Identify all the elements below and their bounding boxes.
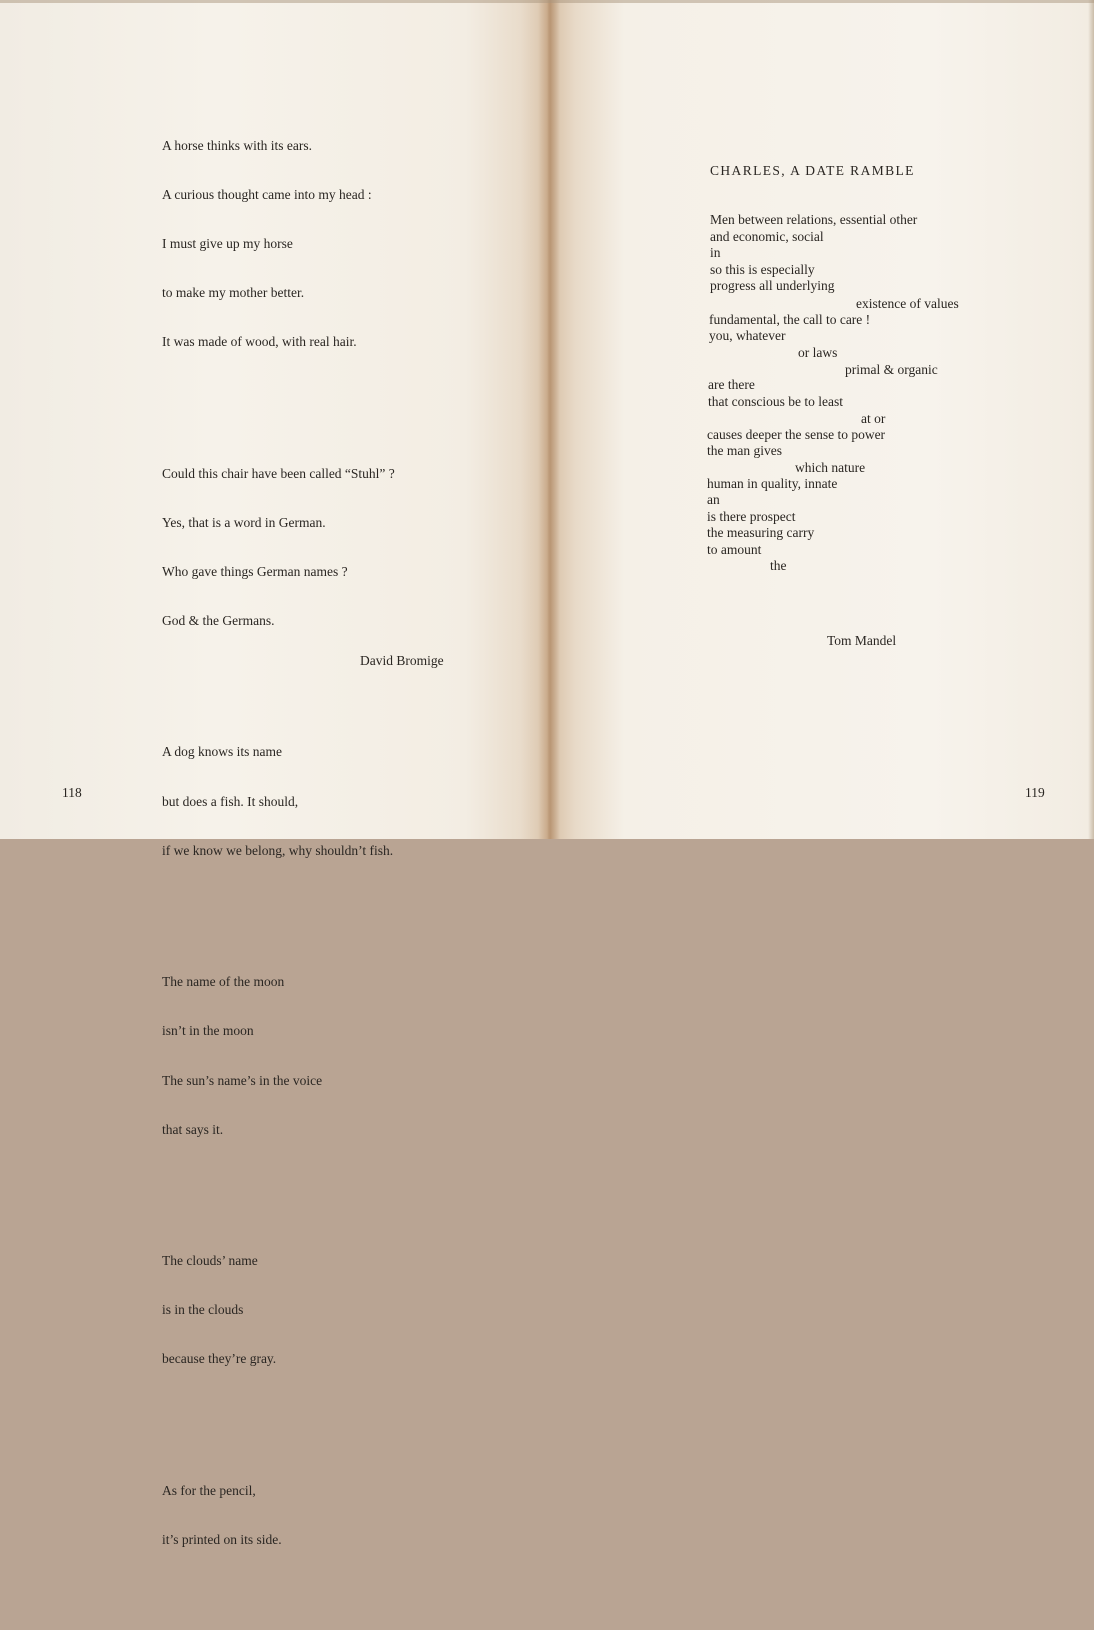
poem-line: The name of the moon <box>162 974 285 990</box>
author-name: David Bromige <box>360 653 444 668</box>
poem-line: A dog knows its name <box>162 744 282 760</box>
poem-line: God & the Germans. <box>162 613 275 629</box>
poem-line: I must give up my horse <box>162 236 293 252</box>
page-number: 119 <box>1025 785 1045 800</box>
author-name: Tom Mandel <box>827 633 897 648</box>
poem-stanza <box>162 433 395 663</box>
poem-stanza <box>162 712 395 892</box>
poem-line: to make my mother better. <box>162 285 305 301</box>
poem-line: or laws <box>798 345 838 360</box>
poem-line: A horse thinks with its ears. <box>162 137 312 153</box>
poem-line: isn’t in the moon <box>162 1023 254 1039</box>
poem-line: the <box>770 558 787 573</box>
poem-line: human in quality, innate <box>707 476 838 491</box>
poem-line: that conscious be to least <box>708 394 843 409</box>
poem-stanza <box>162 1220 395 1400</box>
poem-line: It was made of wood, with real hair. <box>162 334 357 350</box>
poem-line: progress all underlying <box>710 278 835 293</box>
poem-stanza <box>162 941 395 1171</box>
right-page <box>548 0 1094 839</box>
poem-line: if we know we belong, why shouldn’t fish. <box>162 842 394 858</box>
poem-line: which nature <box>795 460 866 475</box>
poem-stanza <box>162 105 395 384</box>
book-gutter <box>538 0 560 839</box>
poem-line: so this is especially <box>710 262 815 277</box>
poem-line: in <box>710 245 721 260</box>
poem-line: A curious thought came into my head : <box>162 186 372 202</box>
left-page <box>0 0 548 1547</box>
poem-line: it’s printed on its side. <box>162 1531 282 1547</box>
page-number: 118 <box>62 785 82 800</box>
poem-line: The clouds’ name <box>162 1252 258 1268</box>
poem-line: but does a fish. It should, <box>162 793 299 809</box>
poem-line: fundamental, the call to care ! <box>709 312 871 327</box>
page-edge <box>0 0 1094 3</box>
left-poem <box>162 72 395 1630</box>
poem-line: Men between relations, essential other <box>710 212 918 227</box>
poem-line: and economic, social <box>710 229 824 244</box>
poem-line: existence of values <box>856 296 959 311</box>
poem-line: is there prospect <box>707 509 796 524</box>
poem-title: CHARLES, A DATE RAMBLE <box>710 163 915 178</box>
poem-line: to amount <box>707 542 762 557</box>
poem-line: the man gives <box>707 443 782 458</box>
page-edge <box>1088 0 1094 839</box>
poem-line: are there <box>708 377 755 392</box>
poem-line: is in the clouds <box>162 1302 244 1318</box>
poem-line: you, whatever <box>709 328 786 343</box>
poem-line: primal & organic <box>845 362 938 377</box>
poem-line: that says it. <box>162 1121 224 1137</box>
poem-line: Could this chair have been called “Stuhl” ? <box>162 465 395 481</box>
poem-line: As for the pencil, <box>162 1482 256 1498</box>
poem-line: an <box>707 492 720 507</box>
poem-line: Yes, that is a word in German. <box>162 514 326 530</box>
poem-line: Who gave things German names ? <box>162 564 348 580</box>
poem-line: the measuring carry <box>707 525 815 540</box>
poem-line: because they’re gray. <box>162 1351 277 1367</box>
poem-line: at or <box>861 411 886 426</box>
poem-line: The sun’s name’s in the voice <box>162 1072 323 1088</box>
poem-stanza <box>162 1450 395 1581</box>
poem-line: causes deeper the sense to power <box>707 427 886 442</box>
